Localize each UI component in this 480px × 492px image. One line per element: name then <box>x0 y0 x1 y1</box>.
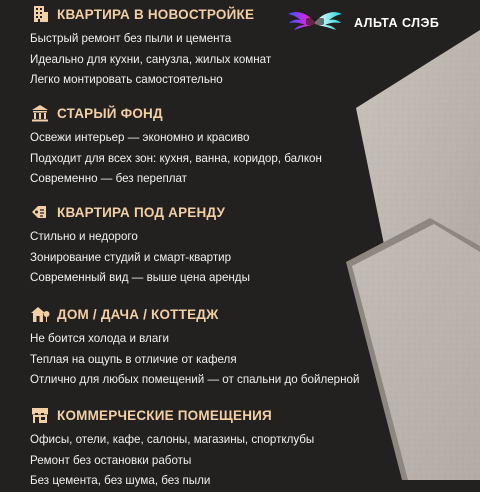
section-commercial <box>30 405 314 492</box>
section-title: СТАРЫЙ ФОНД <box>57 105 163 121</box>
classic-building-icon <box>30 103 50 123</box>
section-line: Зонирование студий и смарт-квартир <box>30 250 232 264</box>
section-line: Ремонт без остановки работы <box>30 453 192 467</box>
section-title: ДОМ / ДАЧА / КОТТЕДЖ <box>57 306 219 322</box>
brand-name: АЛЬТА СЛЭБ <box>354 15 440 30</box>
section-title: КВАРТИРА ПОД АРЕНДУ <box>57 204 226 220</box>
brand <box>286 8 439 37</box>
section-line: Легко монтировать самостоятельно <box>30 73 223 86</box>
section-title: КВАРТИРА В НОВОСТРОЙКЕ <box>57 6 255 22</box>
section-title: КОММЕРЧЕСКИЕ ПОМЕЩЕНИЯ <box>57 407 272 423</box>
section-line: Офисы, отели, кафе, салоны, магазины, спортклубы <box>30 433 315 446</box>
section-line: Современно — без переплат <box>30 172 187 185</box>
section-line: Идеально для кухни, санузла, жилых комнат <box>30 52 272 66</box>
section-house <box>30 304 359 391</box>
section-rental <box>30 202 250 289</box>
section-line: Не боится холода и влаги <box>30 332 169 345</box>
key-tag-icon <box>30 202 50 222</box>
section-new-apartment <box>30 4 271 91</box>
section-line: Освежи интерьер — экономно и красиво <box>30 131 250 144</box>
section-line: Быстрый ремонт без пыли и цемента <box>30 32 232 45</box>
section-line: Подходит для всех зон: кухня, ванна, коридор, балкон <box>30 151 322 165</box>
section-old-fund <box>30 103 322 190</box>
section-line: Современный вид — выше цена аренды <box>30 271 250 284</box>
section-line: Стильно и недорого <box>30 230 138 243</box>
section-line: Отлично для любых помещений — от спальни до бойлерной <box>30 373 360 386</box>
wings-logo-icon <box>286 8 344 37</box>
building-icon <box>30 4 50 24</box>
storefront-icon <box>30 405 50 425</box>
section-line: Без цемента, без шума, без пыли <box>30 474 211 487</box>
house-tree-icon <box>30 304 50 324</box>
section-line: Теплая на ощупь в отличие от кафеля <box>30 352 237 366</box>
